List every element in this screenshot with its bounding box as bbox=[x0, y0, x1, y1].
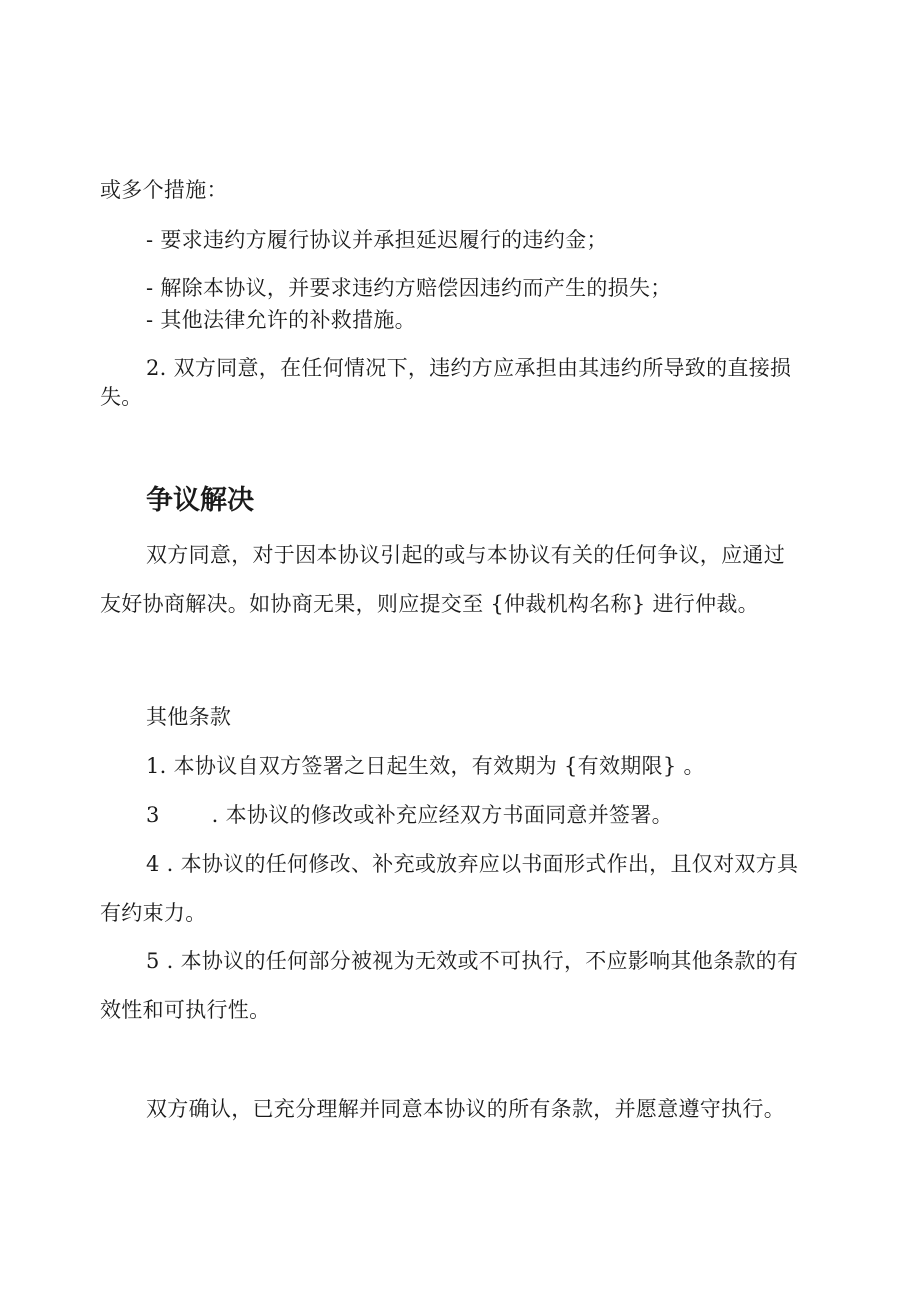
breach-measure-2: - 解除本协议，并要求违约方赔偿因违约而产生的损失； bbox=[146, 276, 672, 300]
other-item-5-line-2: 效性和可执行性。 bbox=[100, 998, 271, 1022]
dispute-paragraph-line-1: 双方同意，对于因本协议引起的或与本协议有关的任何争议，应通过 bbox=[146, 543, 785, 567]
other-item-1: 1. 本协议自双方签署之日起生效，有效期为 {有效期限} 。 bbox=[146, 754, 705, 778]
other-item-5-line-1: 5 . 本协议的任何部分被视为无效或不可执行，不应影响其他条款的有 bbox=[146, 949, 799, 973]
breach-measure-3: - 其他法律允许的补救措施。 bbox=[146, 308, 416, 332]
other-item-3-text: . 本协议的修改或补充应经双方书面同意并签署。 bbox=[211, 803, 673, 827]
dispute-paragraph-line-2: 友好协商解决。如协商无果，则应提交至 {仲裁机构名称} 进行仲裁。 bbox=[100, 592, 759, 616]
dispute-heading: 争议解决 bbox=[146, 485, 254, 516]
breach-clause-2-line-2: 失。 bbox=[100, 385, 143, 409]
other-item-3-number: 3 bbox=[146, 803, 160, 827]
breach-measure-1: - 要求违约方履行协议并承担延迟履行的违约金； bbox=[146, 228, 608, 252]
breach-clause-2-line-1: 2. 双方同意，在任何情况下，违约方应承担由其违约所导致的直接损 bbox=[146, 356, 792, 380]
breach-intro-tail: 或多个措施： bbox=[100, 178, 228, 202]
other-item-3 bbox=[146, 801, 673, 829]
other-item-4-line-2: 有约束力。 bbox=[100, 901, 207, 925]
other-item-4-line-1: 4 . 本协议的任何修改、补充或放弃应以书面形式作出，且仅对双方具 bbox=[146, 852, 799, 876]
closing-statement: 双方确认，已充分理解并同意本协议的所有条款，并愿意遵守执行。 bbox=[146, 1097, 785, 1121]
other-terms-heading: 其他条款 bbox=[146, 705, 232, 729]
